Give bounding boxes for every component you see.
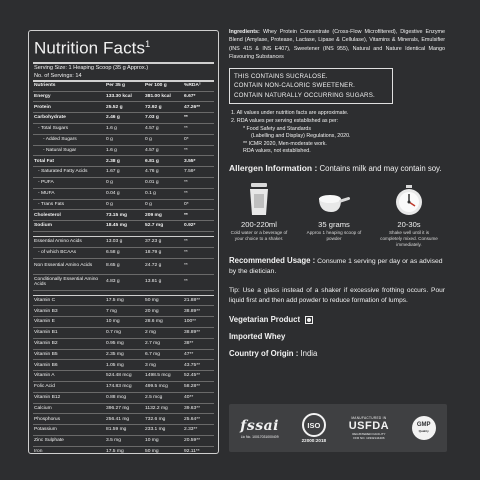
table-cell: Energy [33,91,105,102]
table-row [33,124,214,135]
table-cell: 7.59* [183,167,214,178]
table-cell: 38.89** [183,328,214,339]
table-cell: 37.23 g [144,237,183,248]
table-cell: 381.00 kcal [144,91,183,102]
table-row [33,328,214,339]
table-cell: Vitamin B2 [33,338,105,349]
table-cell: - Trans Fats [33,199,105,210]
scoop-icon [304,182,364,216]
vegetarian-label: Vegetarian Product [229,315,445,324]
table-row [33,221,214,232]
table-cell: 1.6 g [105,124,144,135]
table-cell: 40** [183,392,214,403]
table-cell: 0* [183,134,214,145]
table-cell: 2.35 mg [105,349,144,360]
table-cell: 174.83 mcg [105,381,144,392]
table-cell: Vitamin B3 [33,306,105,317]
table-cell: 38.89** [183,306,214,317]
shaker-icon [229,182,289,216]
table-cell: 17.5 mg [105,295,144,306]
table-cell: ** [183,188,214,199]
table-cell: 7 mg [105,306,144,317]
table-cell: 0.01 g [144,178,183,189]
table-row [33,134,214,145]
table-row [33,446,214,454]
table-cell: 50 mg [144,446,183,454]
table-row [33,414,214,425]
table-cell: 100** [183,317,214,328]
table-cell: Carbohydrate [33,113,105,124]
table-cell: 73.15 mg [105,210,144,221]
table-cell: 4.57 g [144,145,183,156]
table-cell: 2.33** [183,425,214,436]
table-cell: 39.63** [183,403,214,414]
serving-size: Serving Size: 1 Heaping Scoop (35 g Approx.) [34,64,149,71]
table-cell: 4.83 g [105,274,144,290]
table-cell: 6.81 g [144,156,183,167]
step-scoop: 35 grams Approx 1 heaping scoop of powder [304,182,364,247]
table-row [33,145,214,156]
table-cell: 499.5 mcg [144,381,183,392]
table-cell: Essential Amino Acids [33,237,105,248]
table-cell: 6.58 g [105,247,144,258]
table-cell: Vitamin A [33,371,105,382]
table-cell: 10 mg [105,317,144,328]
table-cell: 8.65 g [105,258,144,274]
table-row [33,258,214,274]
table-row [33,237,214,248]
table-cell: 4.57 g [144,124,183,135]
table-cell: 0.88 mcg [105,392,144,403]
table-cell: 10 mg [144,435,183,446]
table-cell: Vitamin B6 [33,360,105,371]
table-row [33,210,214,221]
table-cell: 0.7 mg [105,328,144,339]
table-cell: 1.6 g [105,145,144,156]
table-cell: 6.67* [183,91,214,102]
table-cell: ** [183,113,214,124]
table-cell: 524.48 mcg [105,371,144,382]
table-cell: 17.5 mg [105,446,144,454]
table-cell: 47.26** [183,102,214,113]
table-cell: Cholesterol [33,210,105,221]
table-row [33,113,214,124]
table-row [33,178,214,189]
table-cell: 92.11** [183,446,214,454]
table-row [33,306,214,317]
table-cell: 81.59 mg [105,425,144,436]
table-cell: 47** [183,349,214,360]
table-cell: ** [183,210,214,221]
table-cell: 0.1 g [144,188,183,199]
table-cell: Vitamin C [33,295,105,306]
table-cell: 0 g [144,134,183,145]
table-cell: 4.76 g [144,167,183,178]
table-cell: 3.55* [183,156,214,167]
table-cell: ** [183,247,214,258]
table-cell: 0 g [105,134,144,145]
timer-icon [379,182,439,216]
table-cell: 3 mg [144,360,183,371]
step-water: 200-220ml Cold water or a beverage of your choice to a shaker. [229,182,289,247]
allergen-info: Allergen Information : Contains milk and may contain soy. [229,162,442,173]
table-cell: 7.03 g [144,113,183,124]
table-cell: 20.59** [183,435,214,446]
ingredients: Ingredients: Whey Protein Concentrate (Cross-Flow Microfiltered), Digestive Enzyme Blend (Amylase, Protease, Lactase, Lipase & Cellulase), Vitamins & Minerals, Emulsifier (INS 415 & INS E407), Sweetener (INS 955), Natural and Nature Identical Mango Flavouring Substances [229,29,446,61]
table-row [33,435,214,446]
table-cell: 2.46 g [105,113,144,124]
table-cell: 52.45** [183,371,214,382]
table-cell: 2.38 g [105,156,144,167]
table-cell: 0.04 g [105,188,144,199]
nutrition-header-cell: Nutrients [33,82,105,92]
table-cell: 2.7 mg [144,338,183,349]
table-row [33,102,214,113]
table-row [33,91,214,102]
table-cell: 25.64** [183,414,214,425]
table-cell: Zinc Sulphate [33,435,105,446]
table-cell: ** [183,178,214,189]
table-cell: 256.41 mg [105,414,144,425]
table-row [33,188,214,199]
table-cell: 20 mg [144,306,183,317]
step-shake: 20-30s Shake well until it is completely mixed. Consume immediately. [379,182,439,247]
sucralose-box: THIS CONTAINS SUCRALOSE. CONTAIN NON-CALORIC SWEETENER. CONTAIN NATURALLY OCCURRING SUGARS. [229,68,393,105]
table-cell: Potassium [33,425,105,436]
table-cell: Vitamin E [33,317,105,328]
table-cell: 1.67 g [105,167,144,178]
table-cell: 233.1 mg [144,425,183,436]
nutrition-table [33,82,214,454]
table-cell: - PUFA [33,178,105,189]
table-cell: - MUFA [33,188,105,199]
table-cell: Phosphorus [33,414,105,425]
table-cell: 18.45 mg [105,221,144,232]
table-cell: 0 g [105,178,144,189]
table-cell: Iron [33,446,105,454]
table-cell: 43.75** [183,360,214,371]
table-cell: - Added Sugars [33,134,105,145]
table-row [33,274,214,290]
table-cell: 2.5 mcg [144,392,183,403]
table-cell: ** [183,124,214,135]
table-cell: 0.95 mg [105,338,144,349]
table-cell: 13.03 g [105,237,144,248]
nutrition-facts-panel [28,30,219,454]
table-cell: ** [183,274,214,290]
table-row [33,295,214,306]
iso-logo: ISO 22000:2018 [302,413,327,443]
table-cell: 0 g [105,199,144,210]
table-cell: Calcium [33,403,105,414]
table-row [33,371,214,382]
table-cell: Non Essential Amino Acids [33,258,105,274]
country-of-origin: Country of Origin : India [229,349,318,359]
table-cell: 52.7 mg [144,221,183,232]
table-cell: 13.81 g [144,274,183,290]
table-row [33,349,214,360]
table-row [33,247,214,258]
right-column [229,28,445,358]
table-row [33,392,214,403]
table-cell: - of which BCAAs [33,247,105,258]
table-row [33,403,214,414]
fssai-logo: fssai Lic No. 10017031000409 [240,417,279,439]
table-cell: Sodium [33,221,105,232]
nutrition-header-row [33,82,214,92]
table-cell: Conditionally Essential Amino Acids [33,274,105,290]
table-cell: - Saturated Fatty Acids [33,167,105,178]
table-cell: Vitamin B12 [33,392,105,403]
table-cell: 1.05 mg [105,360,144,371]
table-cell: - Total Sugars [33,124,105,135]
mixing-steps [229,182,439,247]
table-cell: 396.27 mg [105,403,144,414]
table-cell: 1498.5 mcg [144,371,183,382]
table-cell: 3.5 mg [105,435,144,446]
table-row [33,199,214,210]
table-row [33,360,214,371]
table-row [33,156,214,167]
table-cell: Folic Acid [33,381,105,392]
table-cell: - Natural Sugar [33,145,105,156]
table-row [33,317,214,328]
table-cell: ** [183,258,214,274]
certifications-bar [229,404,447,452]
imported-whey: Imported Whey [229,332,286,342]
veg-mark-icon [305,316,313,324]
footnotes: 1. All values under nutrition facts are approximate. 2. RDA values per serving established as per: * Food Safety and Standards (Labelling and Display) Regulations, 2020. ** ICMR 2020, Men-moderate work. RDA values, not established. [231,110,351,155]
table-row [33,167,214,178]
table-row [33,425,214,436]
usfda-logo: MANUFACTURED IN USFDA REGISTERED FACILITY FFR NO. 13332144406 [348,416,390,440]
nutrition-header-cell: Per 35 g [105,82,144,92]
servings-count: No. of Servings: 14 [34,72,82,79]
usage-tip: Tip: Use a glass instead of a shaker if excessive frothing occurs. Pour liquid first and then add powder to reduce formation of lumps. [229,287,445,305]
table-cell: 732.6 mg [144,414,183,425]
table-cell: 0.92* [183,221,214,232]
table-row [33,381,214,392]
table-cell: Vitamin B5 [33,349,105,360]
gmp-logo: GMP Quality [412,416,436,440]
table-cell: 28.6 mg [144,317,183,328]
table-cell: 25.52 g [105,102,144,113]
table-cell: 50 mg [144,295,183,306]
table-cell: 18.79 g [144,247,183,258]
table-cell: ** [183,237,214,248]
table-cell: Vitamin B1 [33,328,105,339]
table-cell: 0* [183,199,214,210]
table-cell: 58.28** [183,381,214,392]
nutrition-title: Nutrition Facts$^1$ [34,38,151,58]
table-cell: 6.7 mg [144,349,183,360]
nutrition-header-cell: Per 100 g [144,82,183,92]
table-cell: ** [183,145,214,156]
table-cell: 1132.2 mg [144,403,183,414]
table-cell: 38** [183,338,214,349]
table-cell: 24.72 g [144,258,183,274]
table-cell: 0 g [144,199,183,210]
table-cell: 209 mg [144,210,183,221]
table-cell: Total Fat [33,156,105,167]
table-cell: 2 mg [144,328,183,339]
table-cell: 133.30 kcal [105,91,144,102]
table-cell: Protein [33,102,105,113]
table-cell: 21.88** [183,295,214,306]
table-row [33,338,214,349]
nutrition-header-cell: %RDA² [183,82,214,92]
recommended-usage: Recommended Usage : Consume 1 serving per day or as advised by the dietician. [229,256,443,276]
table-cell: 72.92 g [144,102,183,113]
